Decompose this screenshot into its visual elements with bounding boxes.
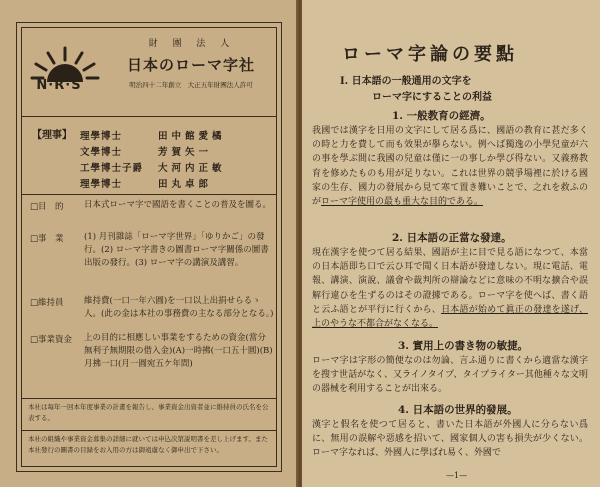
- org-founding-note: 明治四十二年創立 大正五年財團法人許可: [129, 81, 253, 89]
- section-text-supporters: 維持費(一口一年六圓)を一口以上出捐せらるゝ人。(此の金は本社の事務費の主なる部分となる。): [84, 296, 274, 319]
- org-kind: 財 團 法 人: [148, 39, 236, 49]
- section-body-1: [312, 124, 588, 209]
- chapter-heading-line2: ローマ字にすることの利益: [372, 92, 492, 103]
- director-name: 芳賀矢一: [158, 147, 213, 158]
- section-text-funds: 上の目的に相應しい事業をするための資金(當分無利子無期限の借入金)(A)一時拂(一口五十圓)(B)月拂一口(月一圓宛五ケ年間): [84, 333, 273, 369]
- divider: [22, 194, 276, 195]
- section-body-2: [312, 246, 588, 331]
- emphasis-text: 日本語が始めて眞正の發達を遂げ、上のやうな不都合がなくなる。: [312, 304, 588, 330]
- director-row: [80, 144, 212, 158]
- chapter-heading-line1: I. 日本語の一般通用の文字を: [340, 76, 472, 87]
- director-name: 田丸卓郎: [158, 179, 213, 190]
- section-heading-3: 3. 實用上の書き物の敏捷。: [398, 340, 529, 352]
- footer-note-report: 本社は毎年一回本年度事業の計畫を報告し、事業資金出資者並に維持員の氏名を公表する。: [28, 403, 269, 422]
- body-text: 我國では漢字を日用の文字にして居る爲に、國語の教育に甚だ多くの時と力を費して而も效果が擧らない。例へば獨逸の小學兒童が六の事を學ぶ間に我國の兒童は僅に一の事しか學び得ない。又義務教育を修めたものも用が足りない。: [312, 126, 588, 179]
- logo-letters: N·R·S: [36, 78, 82, 93]
- section-body-3: ローマ字は字形の簡便なのは勿論、言ふ通りに書くから適當な漢字を搜す世話がなく、又ライノタイプ、タイプライター其他種々な文明の器械を利用することが出來る。: [312, 356, 588, 395]
- director-row: [80, 128, 226, 142]
- box-inner-frame: [21, 27, 277, 467]
- section-label-business: □事 業: [30, 234, 64, 244]
- section-label-funds: □事業資金: [30, 335, 73, 345]
- section-heading-1: 1. 一般教育の經濟。: [392, 110, 491, 122]
- left-page: [0, 0, 298, 487]
- section-label-purpose: □目 的: [30, 202, 64, 212]
- section-label-supporters: □維持員: [30, 298, 64, 308]
- director-degree: 文學博士: [80, 147, 123, 158]
- director-degree: 工學博士子爵: [80, 163, 144, 174]
- director-row: [80, 160, 226, 174]
- directors-tag: 【理事】: [32, 130, 72, 141]
- director-degree: 理學博士: [80, 179, 123, 190]
- society-info-box: [16, 22, 282, 472]
- page-title: ローマ字論の要點: [342, 44, 518, 65]
- divider: [22, 430, 276, 431]
- section-body-4: 漢字と假名を使つて居ると、書いた日本語が外國人に分らない爲に、無用の誤解や惡感を招いて、國家個人の害も損失が少くない。ローマ字なれば、外國人に學ばれ易く、外國で: [312, 420, 588, 459]
- director-row: [80, 176, 212, 190]
- director-name: 大河内正敏: [158, 163, 226, 174]
- page-number: —1—: [446, 471, 468, 480]
- section-heading-2: 2. 日本語の正當な發達。: [392, 232, 512, 244]
- director-name: 田中館愛橘: [158, 131, 226, 142]
- footer-note-inquiry: 本社の組織や事業資金募集の詳細に就いては申込次第説明書を差し上げます。また本社發行の圖書の目録をお入用の方は御遠慮なく御申出で下さい。: [28, 435, 268, 454]
- emphasis-text: ローマ字使用の最も重大な目的である。: [321, 197, 484, 208]
- section-heading-4: 4. 日本語の世界的發展。: [398, 404, 518, 416]
- divider: [22, 398, 276, 399]
- body-text: これは世界の競爭場裡に於ける國家の生存、國力の發展から見て寒て置き難いことで、之れを救ふのが: [312, 168, 588, 208]
- divider: [22, 116, 276, 117]
- section-text-purpose: 日本式ローマ字で國語を書くことの普及を圖る。: [84, 200, 272, 210]
- section-text-business: (1) 月刊雜誌「ローマ字世界」「ゆりかご」の發行。(2) ローマ字書きの圖書ローマ字關係の圖書出版の發行。(3) ローマ字の講演及講習。: [84, 232, 269, 268]
- org-name: 日本のローマ字社: [126, 56, 255, 74]
- director-degree: 理學博士: [80, 131, 123, 142]
- body-text: 現在漢字を使つて居る結果、國語が主に目で見る語になつて、本當の日本語即ち口で云ひ耳で聞く日本語が發達しない。現に電話、電報、講演、演說、議會や裁判所の辯論などに意味の不明な擴合や誤解行違ひを生ずるのはその證據である。ローマ字を使へば、書く語と云ふ語とが平行に行くから、: [312, 248, 588, 315]
